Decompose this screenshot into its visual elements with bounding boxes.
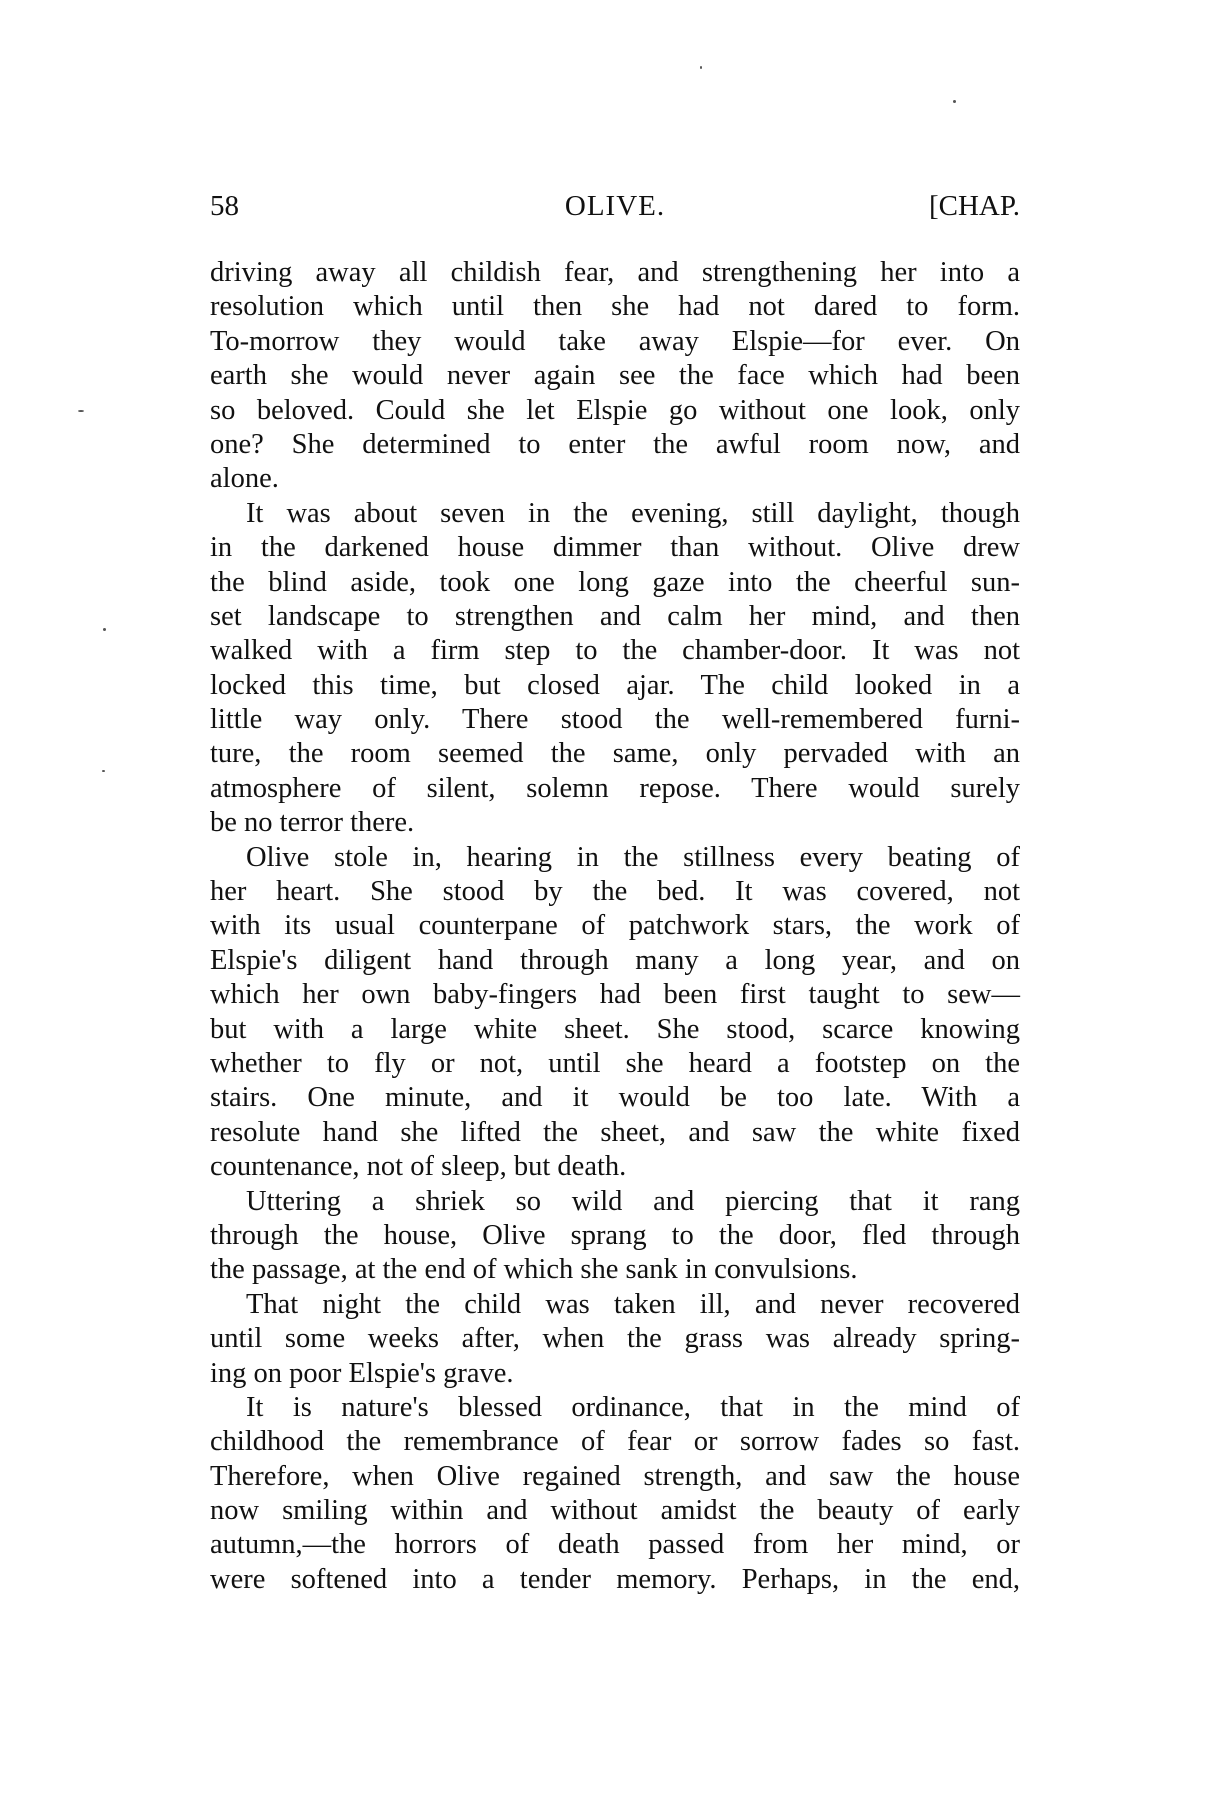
- text-line: whether to fly or not, until she heard a footstep on the: [210, 1047, 1020, 1079]
- text-line: her heart. She stood by the bed. It was covered, not: [210, 876, 1020, 908]
- text-line: until some weeks after, when the grass was already spring-: [210, 1323, 1020, 1355]
- text-line: It was about seven in the evening, still daylight, though: [246, 497, 1020, 529]
- paragraph: [210, 1288, 1020, 1391]
- text-line: which her own baby-fingers had been first taught to sew—: [210, 979, 1020, 1011]
- text-line: set landscape to strengthen and calm her mind, and then: [210, 600, 1020, 632]
- text-line: ing on poor Elspie's grave.: [210, 1357, 514, 1389]
- text-line: through the house, Olive sprang to the door, fled through: [210, 1219, 1020, 1251]
- text-line: were softened into a tender memory. Perhaps, in the end,: [210, 1563, 1020, 1595]
- text-line: autumn,—the horrors of death passed from her mind, or: [210, 1529, 1020, 1561]
- text-line: ture, the room seemed the same, only pervaded with an: [210, 738, 1020, 770]
- text-line: the passage, at the end of which she sank in convulsions.: [210, 1254, 858, 1286]
- text-line: with its usual counterpane of patchwork stars, the work of: [210, 910, 1020, 942]
- text-line: walked with a firm step to the chamber-door. It was not: [210, 635, 1020, 667]
- text-line: in the darkened house dimmer than without. Olive drew: [210, 532, 1020, 564]
- text-line: now smiling within and without amidst the beauty of early: [210, 1495, 1020, 1527]
- page-number: 58: [210, 190, 239, 222]
- text-line: atmosphere of silent, solemn repose. There would surely: [210, 772, 1020, 804]
- text-line: be no terror there.: [210, 807, 415, 839]
- text-line: one? She determined to enter the awful room now, and: [210, 428, 1020, 460]
- text-line: To-morrow they would take away Elspie—for ever. On: [210, 325, 1020, 357]
- text-line: countenance, not of sleep, but death.: [210, 1151, 627, 1183]
- paragraph: [210, 497, 1020, 841]
- paragraph: [210, 256, 1020, 497]
- text-line: Uttering a shriek so wild and piercing that it rang: [246, 1185, 1020, 1217]
- text-line: childhood the remembrance of fear or sorrow fades so fast.: [210, 1426, 1020, 1458]
- text-line: but with a large white sheet. She stood, scarce knowing: [210, 1013, 1020, 1045]
- text-line: so beloved. Could she let Elspie go without one look, only: [210, 394, 1020, 426]
- text-line: Olive stole in, hearing in the stillness every beating of: [246, 841, 1020, 873]
- text-line: stairs. One minute, and it would be too late. With a: [210, 1082, 1020, 1114]
- text-line: the blind aside, took one long gaze into the cheerful sun-: [210, 566, 1020, 598]
- text-line: little way only. There stood the well-remembered furni-: [210, 704, 1020, 736]
- text-line: Therefore, when Olive regained strength, and saw the house: [210, 1460, 1020, 1492]
- paragraph: [210, 1391, 1020, 1597]
- text-line: That night the child was taken ill, and never recovered: [246, 1288, 1020, 1320]
- text-line: alone.: [210, 463, 279, 495]
- paragraph: [210, 841, 1020, 1185]
- paragraph: [210, 1185, 1020, 1288]
- text-line: It is nature's blessed ordinance, that in the mind of: [246, 1391, 1020, 1423]
- text-line: resolute hand she lifted the sheet, and saw the white fixed: [210, 1116, 1020, 1148]
- text-line: resolution which until then she had not dared to form.: [210, 291, 1020, 323]
- body-text: [210, 256, 1020, 1597]
- running-head: [210, 186, 1020, 226]
- running-title: OLIVE.: [564, 190, 666, 222]
- chapter-mark: [CHAP.: [928, 190, 1020, 222]
- text-line: locked this time, but closed ajar. The child looked in a: [210, 669, 1020, 701]
- text-line: earth she would never again see the face which had been: [210, 360, 1020, 392]
- text-line: driving away all childish fear, and strengthening her into a: [210, 257, 1020, 288]
- text-line: Elspie's diligent hand through many a long year, and on: [210, 944, 1020, 976]
